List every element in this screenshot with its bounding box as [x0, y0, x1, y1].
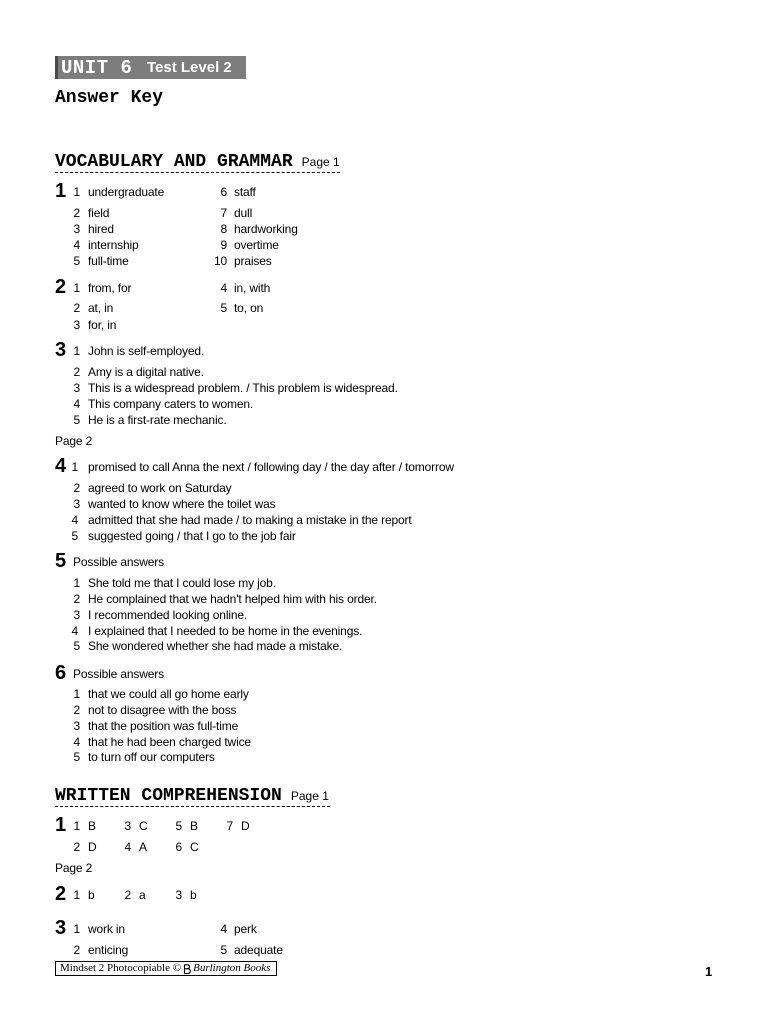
exercise-number: 2: [55, 276, 67, 298]
answer-text: She wondered whether she had made a mistake.: [88, 639, 343, 653]
answer-number: 2: [73, 365, 80, 379]
answer-text: enticing: [88, 943, 129, 957]
answer-number: 3: [175, 888, 182, 902]
answer-number: 1: [73, 922, 80, 936]
answer-number: 3: [73, 497, 80, 511]
answer-text: admitted that she had made / to making a mistake in the report: [88, 513, 412, 527]
answer-text: work in: [88, 922, 125, 936]
exercise-number: 5: [55, 550, 67, 572]
answer-text: field: [88, 206, 110, 220]
answer-letter: D: [241, 819, 250, 833]
answer-text: that we could all go home early: [88, 687, 249, 701]
answer-number: 7: [220, 206, 227, 220]
answer-number: 5: [73, 639, 80, 653]
answer-number: 2: [124, 888, 131, 902]
section-page-label: Page 1: [290, 789, 329, 803]
answer-text: for, in: [88, 318, 117, 332]
answer-number: 3: [73, 608, 80, 622]
answer-letter: C: [190, 840, 199, 854]
footer-copyright: [55, 961, 277, 976]
answer-text: not to disagree with the boss: [88, 703, 237, 717]
answer-letter: D: [88, 840, 97, 854]
section-title: WRITTEN COMPREHENSION: [55, 786, 282, 806]
answer-text: He is a first-rate mechanic.: [88, 413, 227, 427]
page-number: 1: [705, 964, 713, 979]
answer-number: 3: [73, 381, 80, 395]
answer-number: 5: [73, 254, 80, 268]
answer-number: 4: [71, 624, 78, 638]
answer-number: 5: [73, 413, 80, 427]
exercise-note: Possible answers: [73, 555, 164, 569]
publisher-name: Burlington Books: [193, 962, 271, 974]
section-title: VOCABULARY AND GRAMMAR: [55, 152, 293, 172]
answer-number: 1: [73, 281, 80, 295]
answer-text: This is a widespread problem. / This problem is widespread.: [88, 381, 398, 395]
answer-text: to turn off our computers: [88, 750, 215, 764]
answer-number: 1: [73, 888, 80, 902]
test-level: Test Level 2: [147, 59, 232, 76]
answer-number: 10: [213, 254, 227, 268]
answer-number: 1: [71, 460, 78, 474]
answer-text: He complained that we hadn't helped him with his order.: [88, 592, 377, 606]
answer-number: 1: [73, 185, 80, 199]
answer-text: promised to call Anna the next / following day / the day after / tomorrow: [88, 460, 454, 474]
answer-text: full-time: [88, 254, 129, 268]
answer-text: staff: [234, 185, 256, 199]
answer-text: agreed to work on Saturday: [88, 481, 232, 495]
answer-text: at, in: [88, 301, 114, 315]
answer-number: 4: [71, 513, 78, 527]
answer-text: from, for: [88, 281, 132, 295]
answer-number: 9: [220, 238, 227, 252]
answer-number: 2: [73, 943, 80, 957]
exercise-note: Possible answers: [73, 667, 164, 681]
answer-text: I explained that I needed to be home in the evenings.: [88, 624, 363, 638]
answer-number: 2: [73, 301, 80, 315]
answer-number: 4: [73, 238, 80, 252]
exercise-number: 3: [55, 917, 67, 939]
page-subtitle: Answer Key: [55, 88, 164, 108]
answer-number: 2: [73, 840, 80, 854]
answer-letter: B: [88, 819, 96, 833]
page-label: Page 2: [55, 434, 93, 448]
answer-number: 5: [220, 943, 227, 957]
answer-number: 1: [73, 819, 80, 833]
answer-text: to, on: [234, 301, 264, 315]
answer-number: 4: [220, 281, 227, 295]
answer-number: 6: [220, 185, 227, 199]
answer-number: 3: [73, 719, 80, 733]
answer-number: 5: [220, 301, 227, 315]
answer-number: 2: [73, 206, 80, 220]
answer-number: 5: [175, 819, 182, 833]
answer-number: 2: [73, 592, 80, 606]
answer-number: 3: [73, 222, 80, 236]
answer-number: 8: [220, 222, 227, 236]
answer-text: John is self-employed.: [88, 344, 205, 358]
exercise-number: 4: [55, 455, 67, 477]
exercise-number: 2: [55, 883, 67, 905]
answer-number: 1: [73, 344, 80, 358]
answer-text: in, with: [234, 281, 271, 295]
section-heading-written-comprehension: [55, 786, 330, 807]
answer-text: perk: [234, 922, 257, 936]
exercise-number: 1: [55, 814, 67, 836]
answer-number: 3: [73, 318, 80, 332]
answer-text: that the position was full-time: [88, 719, 239, 733]
answer-text: internship: [88, 238, 139, 252]
answer-text: overtime: [234, 238, 279, 252]
answer-text: Amy is a digital native.: [88, 365, 204, 379]
answer-text: wanted to know where the toilet was: [88, 497, 276, 511]
unit-title: UNIT 6: [61, 57, 133, 79]
section-page-label: Page 1: [301, 155, 340, 169]
answer-text: This company caters to women.: [88, 397, 254, 411]
answer-letter: b: [88, 888, 95, 902]
answer-letter: b: [190, 888, 197, 902]
answer-number: 1: [73, 687, 80, 701]
answer-letter: B: [190, 819, 198, 833]
answer-text: She told me that I could lose my job.: [88, 576, 276, 590]
exercise-number: 3: [55, 339, 67, 361]
answer-text: hired: [88, 222, 114, 236]
answer-number: 4: [73, 735, 80, 749]
answer-text: suggested going / that I go to the job fair: [88, 529, 296, 543]
answer-number: 4: [124, 840, 131, 854]
answer-number: 7: [226, 819, 233, 833]
unit-banner: [55, 56, 246, 79]
answer-text: hardworking: [234, 222, 298, 236]
answer-number: 1: [73, 576, 80, 590]
answer-letter: a: [139, 888, 146, 902]
answer-number: 2: [73, 481, 80, 495]
answer-text: dull: [234, 206, 253, 220]
answer-letter: C: [139, 819, 148, 833]
burlington-logo-icon: [183, 964, 191, 974]
answer-number: 6: [175, 840, 182, 854]
section-heading-vocabulary-grammar: [55, 152, 340, 173]
answer-text: that he had been charged twice: [88, 735, 251, 749]
footer-note: Mindset 2 Photocopiable ©: [60, 962, 182, 974]
answer-text: I recommended looking online.: [88, 608, 248, 622]
answer-letter: A: [139, 840, 147, 854]
page-label: Page 2: [55, 861, 93, 875]
answer-number: 4: [73, 397, 80, 411]
answer-text: undergraduate: [88, 185, 165, 199]
answer-number: 5: [73, 750, 80, 764]
answer-text: adequate: [234, 943, 283, 957]
exercise-number: 1: [55, 180, 67, 202]
exercise-number: 6: [55, 662, 67, 684]
answer-number: 4: [220, 922, 227, 936]
answer-number: 2: [73, 703, 80, 717]
answer-number: 5: [71, 529, 78, 543]
answer-text: praises: [234, 254, 272, 268]
answer-number: 3: [124, 819, 131, 833]
